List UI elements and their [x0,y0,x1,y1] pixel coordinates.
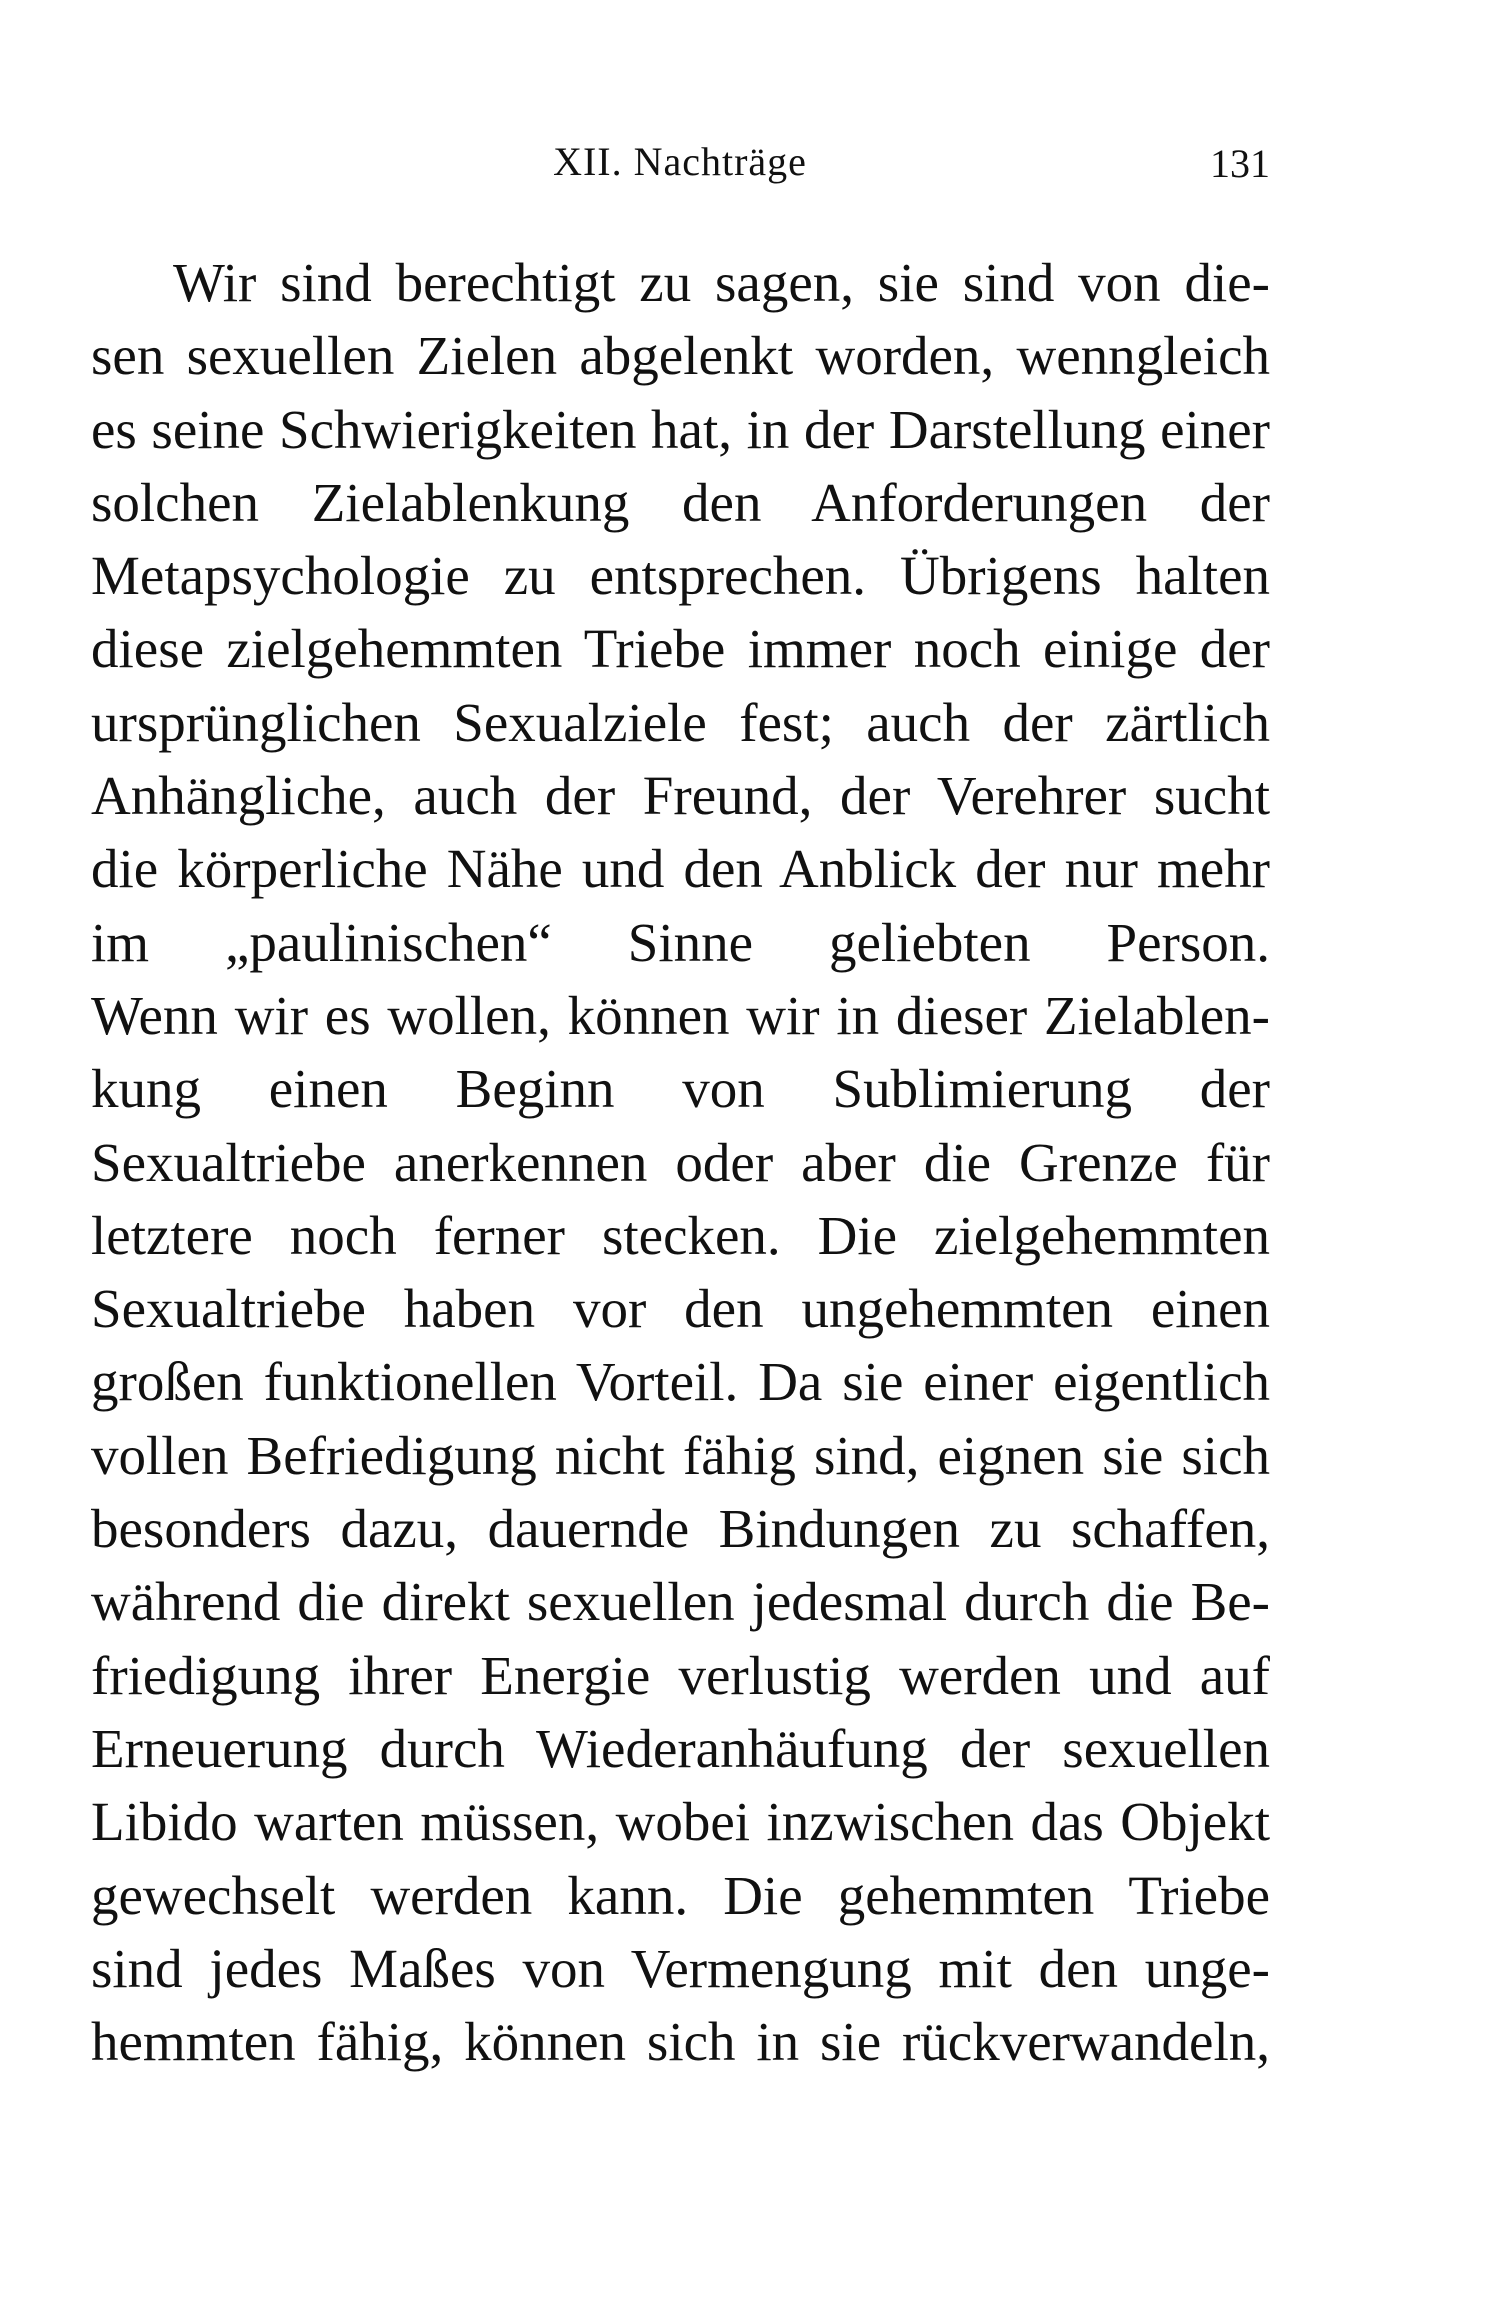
running-head: XII. Nachträge [553,139,807,184]
text-line: friedigung ihrer Energie verlustig werden und auf [91,1644,1270,1706]
text-line: Wenn wir es wollen, können wir in dieser Zielablen- [91,984,1270,1046]
text-line: gewechselt werden kann. Die gehemmten Triebe [91,1864,1270,1926]
text-line: Sexualtriebe anerkennen oder aber die Grenze für [91,1131,1270,1193]
text-line: Wir sind berechtigt zu sagen, sie sind von die- [173,252,1270,313]
text-line: diese zielgehemmten Triebe immer noch einige der [91,618,1270,680]
text-line: im „paulinischen“ Sinne geliebten Person. [91,911,1270,973]
text-line: vollen Befriedigung nicht fähig sind, eignen sie sich [91,1424,1270,1486]
body-text [91,246,1270,2078]
text-line: Anhängliche, auch der Freund, der Verehrer sucht [91,765,1270,827]
text-line: ursprünglichen Sexualziele fest; auch der zärtlich [91,691,1270,753]
text-line: während die direkt sexuellen jedesmal durch die Be- [91,1571,1270,1633]
text-line: kung einen Beginn von Sublimierung der [91,1058,1270,1120]
text-line: die körperliche Nähe und den Anblick der nur mehr [91,838,1270,900]
text-line: solchen Zielablenkung den Anforderungen der [91,471,1270,533]
text-line: großen funktionellen Vorteil. Da sie einer eigentlich [91,1351,1270,1413]
text-line: hemmten fähig, können sich in sie rückverwandeln, [91,2011,1270,2073]
text-line: Libido warten müssen, wobei inzwischen das Objekt [91,1791,1270,1853]
text-line: besonders dazu, dauernde Bindungen zu schaffen, [91,1498,1270,1560]
text-line: letztere noch ferner stecken. Die zielgehemmten [91,1204,1270,1266]
text-line: sen sexuellen Zielen abgelenkt worden, wenngleich [91,325,1270,387]
text-line: Erneuerung durch Wiederanhäufung der sexuellen [91,1717,1270,1779]
text-line: Sexualtriebe haben vor den ungehemmten einen [91,1278,1270,1340]
text-line: sind jedes Maßes von Vermengung mit den unge- [91,1937,1270,1999]
page-header [90,138,1270,198]
page-number: 131 [1210,141,1270,186]
text-line: Metapsychologie zu entsprechen. Übrigens halten [91,545,1270,607]
text-line: es seine Schwierigkeiten hat, in der Darstellung einer [91,398,1270,460]
